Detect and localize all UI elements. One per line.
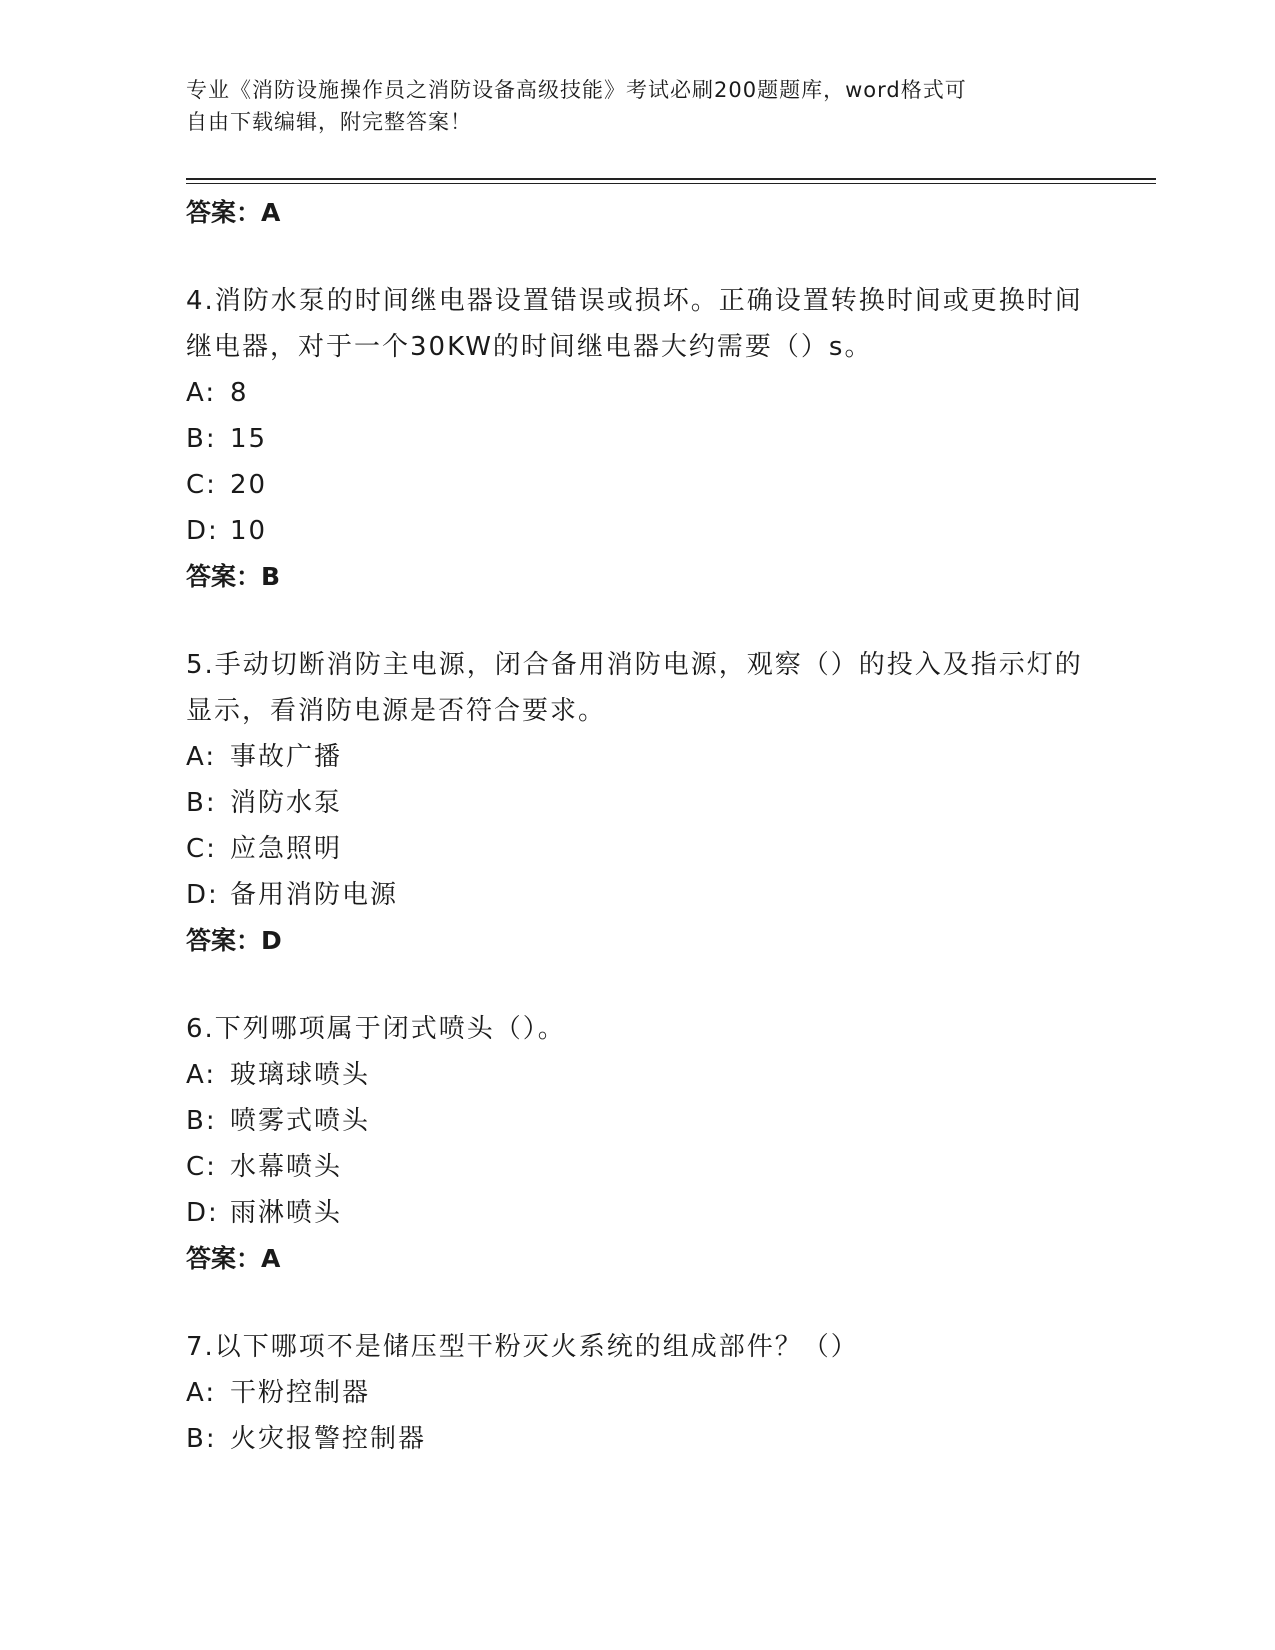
- answer-line: 答案：D: [186, 926, 282, 955]
- option-label: C:: [186, 834, 217, 864]
- answer-line: 答案：A: [186, 1244, 281, 1273]
- option-label: D:: [186, 880, 219, 910]
- question-text: 6.下列哪项属于闭式喷头（）。: [186, 1014, 566, 1044]
- header-divider-thin: [186, 183, 1156, 184]
- answer-option: [186, 1416, 1086, 1462]
- option-text: 8: [230, 378, 249, 408]
- question-block: [186, 1006, 1086, 1282]
- option-label: A:: [186, 1378, 217, 1408]
- option-label: B:: [186, 788, 217, 818]
- option-text: 玻璃球喷头: [230, 1060, 371, 1090]
- answer-option: [186, 1052, 1086, 1098]
- option-text: 水幕喷头: [230, 1152, 343, 1182]
- answer-option: [186, 370, 1086, 416]
- answer-option: [186, 416, 1086, 462]
- option-label: C:: [186, 470, 217, 500]
- document-header: [186, 74, 1066, 138]
- option-label: A:: [186, 742, 217, 772]
- option-text: 干粉控制器: [230, 1378, 371, 1408]
- answer-option: [186, 1144, 1086, 1190]
- header-line-1: 专业《消防设施操作员之消防设备高级技能》考试必刷200题题库，word格式可: [186, 78, 967, 102]
- option-text: 事故广播: [230, 742, 343, 772]
- option-text: 消防水泵: [230, 788, 343, 818]
- option-text: 火灾报警控制器: [230, 1424, 427, 1454]
- option-label: B:: [186, 1424, 217, 1454]
- option-label: C:: [186, 1152, 217, 1182]
- option-text: 20: [230, 470, 268, 500]
- answer-option: [186, 508, 1086, 554]
- option-label: D:: [186, 1198, 219, 1228]
- option-label: D:: [186, 516, 219, 546]
- question-block: [186, 278, 1086, 600]
- answer-option: [186, 462, 1086, 508]
- question-text: 5.手动切断消防主电源，闭合备用消防电源，观察（）的投入及指示灯的显示，看消防电源是否符合要求。: [186, 650, 1083, 726]
- question-block: [186, 642, 1086, 964]
- option-text: 10: [230, 516, 268, 546]
- question-list: [186, 190, 1086, 1462]
- answer-line: 答案：A: [186, 198, 281, 227]
- header-line-2: 自由下载编辑，附完整答案！: [186, 110, 472, 134]
- header-divider-thick: [186, 178, 1156, 180]
- question-block: [186, 1324, 1086, 1462]
- option-text: 15: [230, 424, 268, 454]
- answer-option: [186, 1098, 1086, 1144]
- answer-option: [186, 780, 1086, 826]
- answer-option: [186, 1190, 1086, 1236]
- option-text: 备用消防电源: [230, 880, 399, 910]
- option-label: B:: [186, 424, 217, 454]
- answer-line: 答案：B: [186, 562, 281, 591]
- option-label: B:: [186, 1106, 217, 1136]
- option-text: 应急照明: [230, 834, 343, 864]
- answer-option: [186, 872, 1086, 918]
- answer-option: [186, 826, 1086, 872]
- option-text: 喷雾式喷头: [230, 1106, 371, 1136]
- question-text: 4.消防水泵的时间继电器设置错误或损坏。正确设置转换时间或更换时间继电器，对于一个30KW的时间继电器大约需要（）s。: [186, 286, 1083, 362]
- answer-option: [186, 1370, 1086, 1416]
- option-label: A:: [186, 1060, 217, 1090]
- option-text: 雨淋喷头: [230, 1198, 343, 1228]
- option-label: A:: [186, 378, 217, 408]
- question-text: 7.以下哪项不是储压型干粉灭火系统的组成部件？（）: [186, 1332, 859, 1362]
- answer-option: [186, 734, 1086, 780]
